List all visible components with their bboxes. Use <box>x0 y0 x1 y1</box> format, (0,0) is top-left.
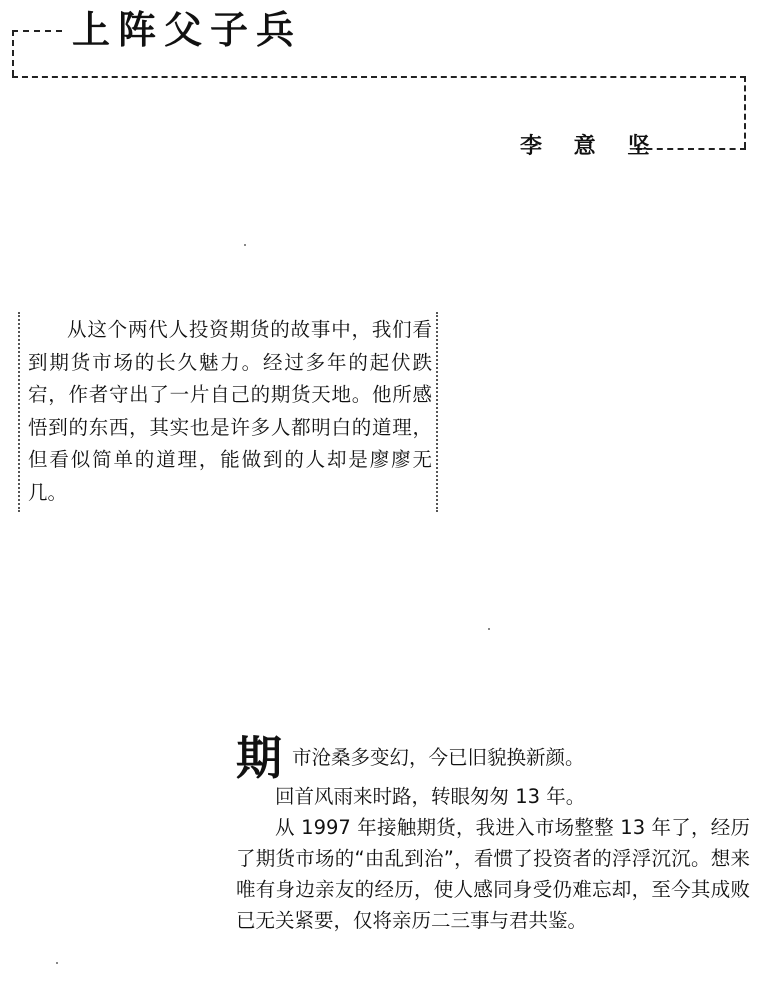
article-paragraph: 回首风雨来时路，转眼匆匆 13 年。 <box>275 785 586 808</box>
page-title: 上阵父子兵 <box>72 8 303 52</box>
title-frame-top <box>12 30 62 32</box>
title-frame-right <box>744 76 746 148</box>
summary-text: 从这个两代人投资期货的故事中，我们看到期货市场的长久魅力。经过多年的起伏跌宕，作者守出了一片自己的期货天地。他所感悟到的东西，其实也是许多人都明白的道理，但看似简单的道理，能做到的人却是廖廖无几。 <box>28 318 432 504</box>
article-paragraph: 从 1997 年接触期货，我进入市场整整 13 年了，经历了期货市场的“由乱到治”，看惯了投资者的浮浮沉沉。想来唯有身边亲友的经历，使人感同身受仍难忘却，至今其成败已无关紧要，仅将亲历二三事与君共鉴。 <box>236 816 750 932</box>
title-frame-divider <box>12 76 746 78</box>
article-first-line: 市沧桑多变幻，今已旧貌换新颜。 <box>292 746 585 769</box>
scan-speck <box>244 244 246 246</box>
title-frame-left <box>12 30 14 76</box>
author-name: 李 意 坚 <box>520 134 662 159</box>
scan-speck <box>56 962 58 964</box>
scan-speck <box>488 628 490 630</box>
summary-box <box>18 312 438 512</box>
article-body <box>236 731 750 936</box>
drop-cap: 期 <box>236 731 282 785</box>
